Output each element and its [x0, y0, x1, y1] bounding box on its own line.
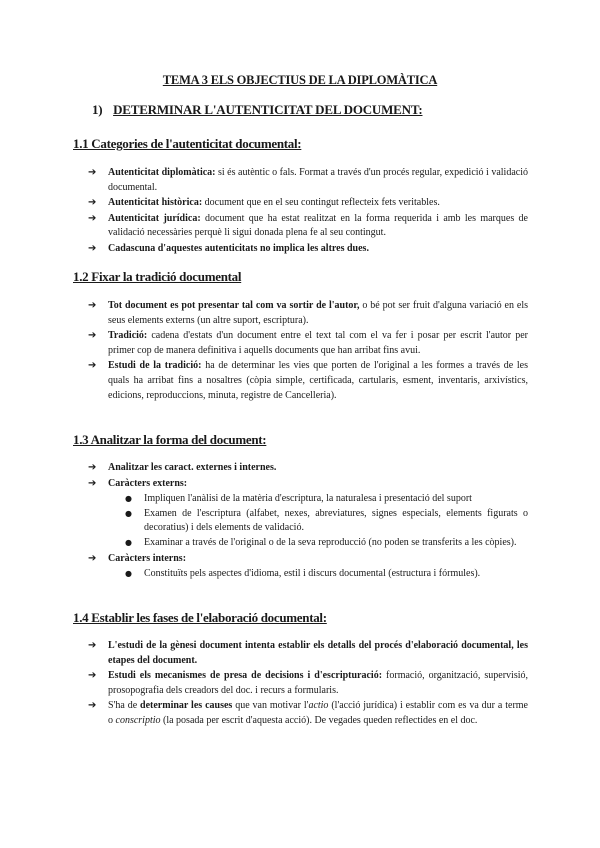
list-item: ➔ Autenticitat jurídica: document que ha estat realitzat en la forma requerida i amb les marques de validació necessàries perquè li sigui donada plena fe al seu contingut. [88, 212, 528, 239]
arrow-icon: ➔ [88, 330, 97, 342]
section-1-4-list [88, 639, 528, 730]
section-1-1-list [88, 166, 528, 258]
list-item: ➔ Cadascuna d'aquestes autenticitats no implica les altres dues. [88, 242, 528, 257]
arrow-icon: ➔ [88, 640, 97, 651]
list-item: ➔ S'ha de determinar les causes que van motivar l'actio (l'acció jurídica) i establir com es va dur a terme o conscriptio (la posada per escrit d'aquesta acció). De vegades queden reflectides en el doc. [88, 700, 528, 726]
list-item: ➔ Tot document es pot presentar tal com va sortir de l'autor, o bé pot ser fruit d'alguna variació en els seus elements externs (un altre suport, escriptura). [88, 300, 528, 326]
list-item: ➔ Autenticitat històrica: document que en el seu contingut reflecteix fets veritables. [88, 196, 528, 211]
bullet-icon: ● [125, 494, 132, 504]
section-title-1-3: 1.3 Analitzar la forma del document: [73, 432, 267, 447]
section-title-1-1: 1.1 Categories de l'autenticitat documental: [73, 136, 302, 151]
arrow-icon: ➔ [88, 477, 97, 489]
sublist-item: ● Constituïts pels aspectes d'idioma, estil i discurs documental (estructura i fórmules). [108, 567, 528, 582]
arrow-icon: ➔ [88, 167, 97, 178]
arrow-icon: ➔ [88, 552, 97, 564]
arrow-icon: ➔ [88, 197, 97, 209]
list-item: ➔ L'estudi de la gènesi document intenta establir els detalls del procés d'elaboració documental, les etapes del document. [88, 640, 528, 666]
document-title: TEMA 3 ELS OBJECTIUS DE LA DIPLOMÀTICA [162, 73, 438, 87]
list-item: ➔ Tradició: cadena d'estats d'un document entre el text tal com el va fer i posar per escrit l'autor per primer cop de manera definitiva i aquells documents que han arribat fins avui. [88, 330, 528, 356]
list-item: ➔ Caràcters interns: ● Constituïts pels aspectes d'idioma, estil i discurs documental (estructura i fórmules). [88, 552, 528, 582]
arrow-icon: ➔ [88, 360, 97, 372]
section-title-1-4: 1.4 Establir les fases de l'elaboració documental: [73, 610, 327, 625]
section-title-1-2: 1.2 Fixar la tradició documental [73, 269, 242, 284]
heading-1 [92, 102, 422, 118]
list-item: ➔ Caràcters externs: ● Impliquen l'anàlisi de la matèria d'escriptura, la naturalesa i presentació del suport ● Examen de l'escriptura (alfabet, nexes, abreviatures, signes especials, elements figurats o decoratius) i dels elements de validació. ● Examinar a través de l'original o de la seva reproducció (no poden se transferits a les còpies). [88, 477, 528, 551]
arrow-icon: ➔ [88, 212, 97, 224]
sublist [108, 567, 528, 582]
sublist-item: ● Examinar a través de l'original o de la seva reproducció (no poden se transferits a les còpies). [108, 536, 528, 551]
section-1-3-list [88, 461, 528, 583]
sublist-item: ● Impliquen l'anàlisi de la matèria d'escriptura, la naturalesa i presentació del suport [108, 492, 528, 507]
arrow-icon: ➔ [88, 242, 97, 254]
list-item: ➔ Autenticitat diplomàtica: si és autèntic o fals. Format a través d'un procés regular, expedició i validació documental. [88, 167, 528, 193]
bullet-icon: ● [125, 569, 132, 579]
bullet-icon: ● [125, 537, 132, 547]
heading-1-text: DETERMINAR L'AUTENTICITAT DEL DOCUMENT: [113, 102, 423, 117]
list-item: ➔ Estudi els mecanismes de presa de decisions i d'escripturació: formació, organització, supervisió, prosopografia dels creadors del doc. i recurs a formularis. [88, 670, 528, 696]
arrow-icon: ➔ [88, 670, 97, 682]
arrow-icon: ➔ [88, 300, 97, 311]
list-item: ➔ Estudi de la tradició: ha de determinar les vies que porten de l'original a les formes a través de les quals ha arribat fins a nosaltres (còpia simple, certificada, cartularis, esment, inventaris, arxivístics, edicions, reproduccions, minuta, registre de Cancelleria). [88, 360, 528, 401]
heading-1-number: 1) [92, 102, 103, 117]
section-1-2-list [88, 299, 528, 404]
sublist-item: ● Examen de l'escriptura (alfabet, nexes, abreviatures, signes especials, elements figurats o decoratius) i dels elements de validació. [125, 507, 528, 534]
list-item: ➔ Analitzar les caract. externes i internes. [88, 461, 528, 476]
arrow-icon: ➔ [88, 462, 97, 473]
bullet-icon: ● [125, 508, 132, 518]
arrow-icon: ➔ [88, 700, 97, 712]
sublist [108, 492, 528, 550]
